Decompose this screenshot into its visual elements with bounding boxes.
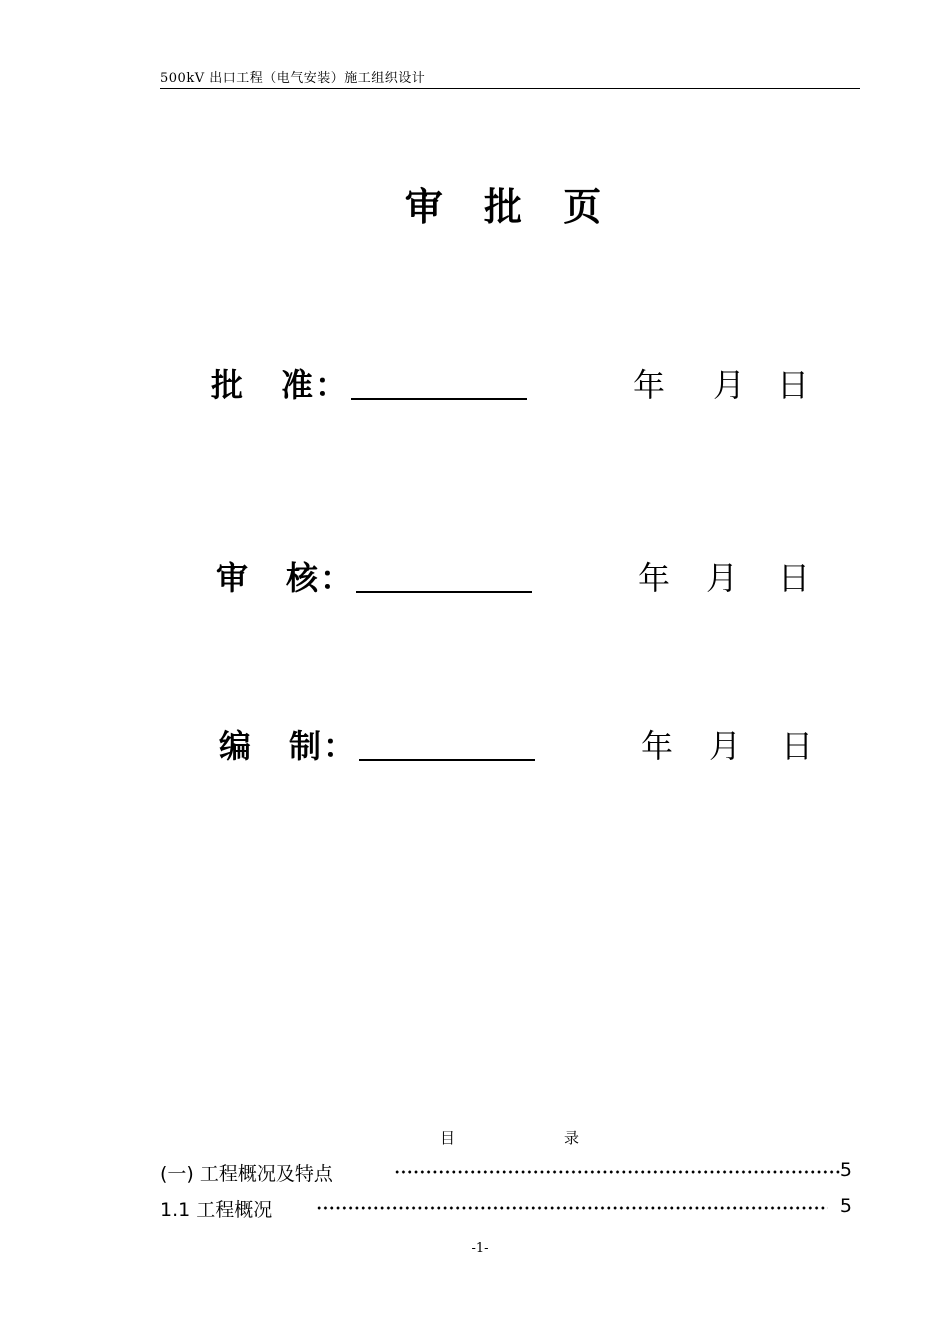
signature-row-review xyxy=(216,553,816,603)
toc-heading-char: 录 xyxy=(564,1129,580,1147)
toc-entry[interactable] xyxy=(160,1195,852,1221)
toc-entry[interactable] xyxy=(160,1159,852,1185)
toc-leader-dots xyxy=(316,1205,828,1211)
toc-heading-char: 目 xyxy=(440,1129,456,1147)
header-rule xyxy=(160,88,860,89)
year-label: 年 xyxy=(638,559,671,597)
signature-row-compile xyxy=(219,721,819,771)
signature-line xyxy=(356,591,532,593)
page-title: 审 批 页 xyxy=(404,185,616,229)
month-label: 月 xyxy=(713,366,746,404)
year-label: 年 xyxy=(633,366,666,404)
toc-entry-label: 1.1 工程概况 xyxy=(160,1199,273,1221)
signature-label: 批 准： xyxy=(211,366,350,404)
toc-entry-label: (一) 工程概况及特点 xyxy=(160,1163,333,1185)
signature-row-approve xyxy=(211,360,811,410)
signature-label: 编 制： xyxy=(219,727,358,765)
toc-entry-page: 5 xyxy=(839,1195,852,1217)
day-label: 日 xyxy=(781,727,814,765)
signature-line xyxy=(351,398,527,400)
page-number: -1- xyxy=(471,1241,489,1256)
year-label: 年 xyxy=(641,727,674,765)
signature-line xyxy=(359,759,535,761)
day-label: 日 xyxy=(778,559,811,597)
running-header: 500kV 出口工程（电气安装）施工组织设计 xyxy=(160,71,426,86)
signature-label: 审 核： xyxy=(216,559,355,597)
toc-entry-page: 5 xyxy=(839,1159,852,1181)
day-label: 日 xyxy=(777,366,810,404)
toc-leader-dots xyxy=(394,1169,840,1175)
month-label: 月 xyxy=(706,559,739,597)
month-label: 月 xyxy=(709,727,742,765)
